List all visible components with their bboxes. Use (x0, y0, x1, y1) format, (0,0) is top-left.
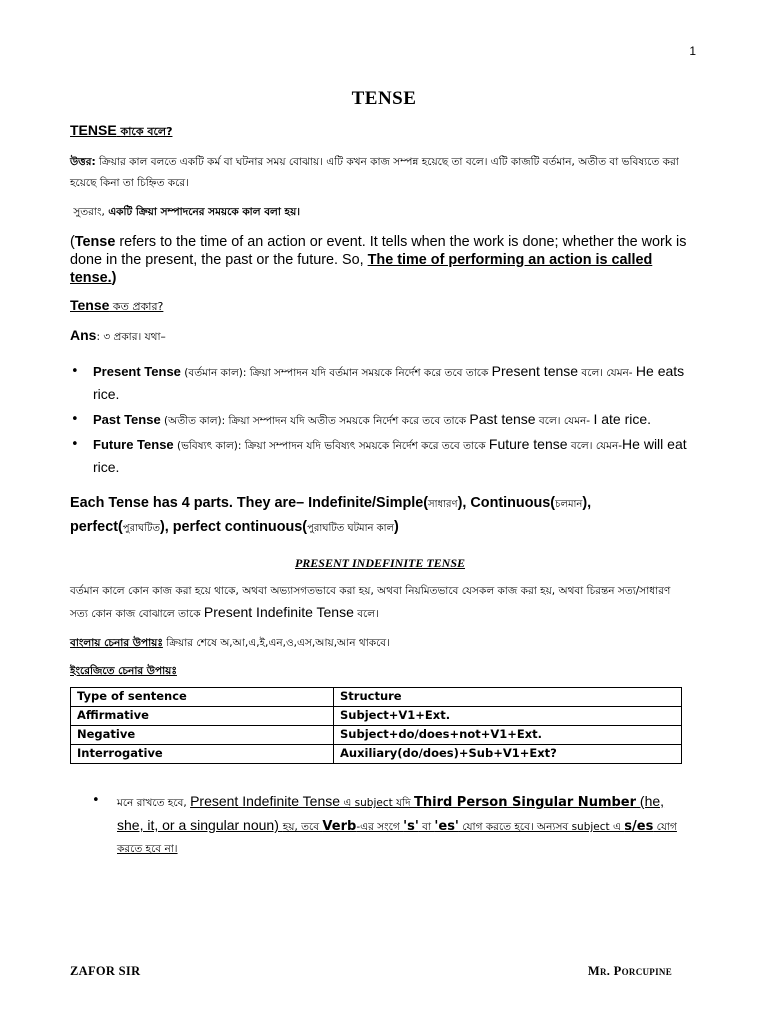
bangla-identification (70, 633, 690, 653)
note-text: মনে রাখতে হবে, (117, 797, 191, 809)
footer-author: ZAFOR SIR (70, 964, 141, 978)
list-item-future (70, 434, 690, 480)
english-definition-underlined: The time of performing an action is called tense. (70, 252, 653, 286)
parts-text: ), perfect( (70, 495, 592, 535)
footer-brand: Mr. Porcupine (587, 964, 672, 978)
note-text: যোগ করতে হবে। অন্যসব subject এ (458, 821, 625, 833)
document-body (70, 122, 690, 860)
summary-line (70, 202, 690, 223)
bullet-icon: • (71, 364, 79, 379)
note-text: -এর সংগে (356, 821, 404, 833)
note-text: হয়, তবে (282, 821, 323, 833)
tense-desc: (বর্তমান কাল): ক্রিয়া সম্পাদন যদি বর্তমান সময়কে নির্দেশ করে তবে তাকে (180, 367, 492, 379)
table-row (71, 745, 682, 764)
present-indefinite-definition (70, 581, 690, 625)
ans-text: : ৩ প্রকার। যথা– (96, 331, 166, 343)
bangla-id-text: ক্রিয়ার শেষে অ,আ,এ,ই,এন,ও,এস,আয়,আন থাকবে। (162, 637, 390, 649)
note-bold: Third Person Singular Number (413, 795, 637, 810)
tense-term: Present Tense (93, 364, 181, 379)
tense-en: Present tense (491, 363, 579, 379)
structure-table (70, 687, 682, 764)
note-text: বা (418, 821, 435, 833)
list-item-past (70, 409, 690, 432)
ans-label: Ans (70, 327, 97, 343)
parts-bn: চলমান (555, 499, 583, 510)
bullet-icon: • (92, 793, 100, 808)
question-term: TENSE (70, 122, 117, 138)
tense-term: Future Tense (93, 437, 174, 452)
table-header-cell: Type of sentence (71, 688, 334, 707)
tense-types-list (70, 361, 690, 480)
section-title: PRESENT INDEFINITE TENSE (294, 556, 466, 570)
note-bold: s/es (624, 819, 654, 834)
table-cell: Affirmative (71, 707, 334, 726)
note-text: (he, she, it, or a singular noun) (117, 793, 665, 833)
answer-label: উত্তর: (70, 156, 96, 168)
bullet-icon: • (71, 437, 79, 452)
tense-term: Past Tense (93, 412, 161, 427)
paren-close: ) (111, 270, 117, 286)
table-header-row (71, 688, 682, 707)
summary-prefix: সুতরাং, (73, 206, 109, 218)
english-id-label: ইংরেজিতে চেনার উপায়ঃ (70, 665, 177, 677)
answer-paragraph (70, 152, 690, 194)
parts-text: Each Tense has 4 parts. They are– Indefinite/Simple( (70, 495, 429, 511)
page-number: 1 (689, 44, 696, 58)
note-bold: Verb (322, 819, 357, 834)
tense-desc: (ভবিষ্যৎ কাল): ক্রিয়া সম্পাদন যদি ভবিষ্যৎ সময়কে নির্দেশ করে তবে তাকে (173, 440, 489, 452)
table-cell: Auxiliary(do/does)+Sub+V1+Ext? (334, 745, 682, 764)
note-term: Present Indefinite Tense (190, 793, 341, 809)
definition-text: বর্তমান কালে কোন কাজ করা হয়ে থাকে, অথবা অভ্যাসগতভাবে করা হয়, অথবা নিয়মিতভাবে যেসকল কাজ করা হয়, অথবা চিরন্তন সত্য/সাধারণ সত্য কোন কাজ বোঝালে তাকে (70, 585, 671, 620)
list-item-present (70, 361, 690, 407)
tense-desc-end: বলে। যেমন- (578, 367, 636, 379)
paren-open: ( (70, 234, 75, 250)
bullet-icon: • (71, 412, 79, 427)
table-row (71, 726, 682, 745)
table-cell: Subject+V1+Ext. (334, 707, 682, 726)
question-how-many-tense (70, 297, 690, 317)
tense-example: I ate rice. (593, 411, 652, 427)
tense-example: He will eat rice. (93, 436, 687, 475)
tense-parts-line (70, 492, 690, 540)
question-text: কাকে বলে? (116, 125, 173, 138)
answer-types (70, 327, 690, 347)
rule-note (92, 790, 690, 860)
tense-desc-end: বলে। যেমন- (535, 415, 594, 427)
summary-bold: একটি ক্রিয়া সম্পাদনের সময়কে কাল বলা হয়। (108, 206, 301, 218)
definition-end: বলে। (353, 608, 379, 620)
english-body: refers to the time of an action or event. It tells when the work is done; whether the work is done in the present, the past or the future. So, (70, 234, 687, 268)
question-what-is-tense (70, 122, 690, 142)
tense-example: He eats rice. (93, 363, 685, 402)
tense-en: Future tense (488, 436, 568, 452)
table-row (71, 707, 682, 726)
parts-text: ) (394, 519, 399, 535)
document-title: TENSE (351, 88, 417, 109)
parts-bn: পুরাঘটিত (122, 523, 160, 534)
table-cell: Subject+do/does+not+V1+Ext. (334, 726, 682, 745)
answer-text: ক্রিয়ার কাল বলতে একটি কর্ম বা ঘটনার সময় বোঝায়। এটি কখন কাজ সম্পন্ন হয়েছে তা বলে। এটি কাজটি বর্তমান, অতীত বা ভবিষ্যতে করা হয়েছে কিনা তা চিহ্নিত করে। (70, 156, 679, 189)
note-text: যোগ করতে হবে না। (117, 821, 677, 855)
tense-desc-end: বলে। যেমন- (567, 440, 623, 452)
note-bold: 's' (403, 819, 419, 834)
parts-text: ), Continuous( (457, 495, 556, 511)
note-text: এ subject যদি (340, 797, 414, 809)
table-cell: Negative (71, 726, 334, 745)
english-definition (70, 233, 690, 287)
question-text: কত প্রকার? (109, 300, 164, 313)
question-term: Tense (70, 297, 110, 313)
parts-bn: সাধারণ (428, 499, 458, 510)
tense-en: Past tense (469, 411, 536, 427)
table-cell: Interrogative (71, 745, 334, 764)
tense-word: Tense (74, 234, 116, 250)
parts-bn: পুরাঘটিত ঘটমান কাল (307, 523, 395, 534)
english-identification (70, 661, 690, 681)
bangla-id-label: বাংলায় চেনার উপায়ঃ (70, 637, 163, 649)
table-header-cell: Structure (334, 688, 682, 707)
note-bold: 'es' (434, 819, 459, 834)
parts-text: ), perfect continuous( (159, 519, 308, 535)
tense-desc: (অতীত কাল): ক্রিয়া সম্পাদন যদি অতীত সময়কে নির্দেশ করে তবে তাকে (160, 415, 470, 427)
definition-term: Present Indefinite Tense (203, 604, 354, 620)
